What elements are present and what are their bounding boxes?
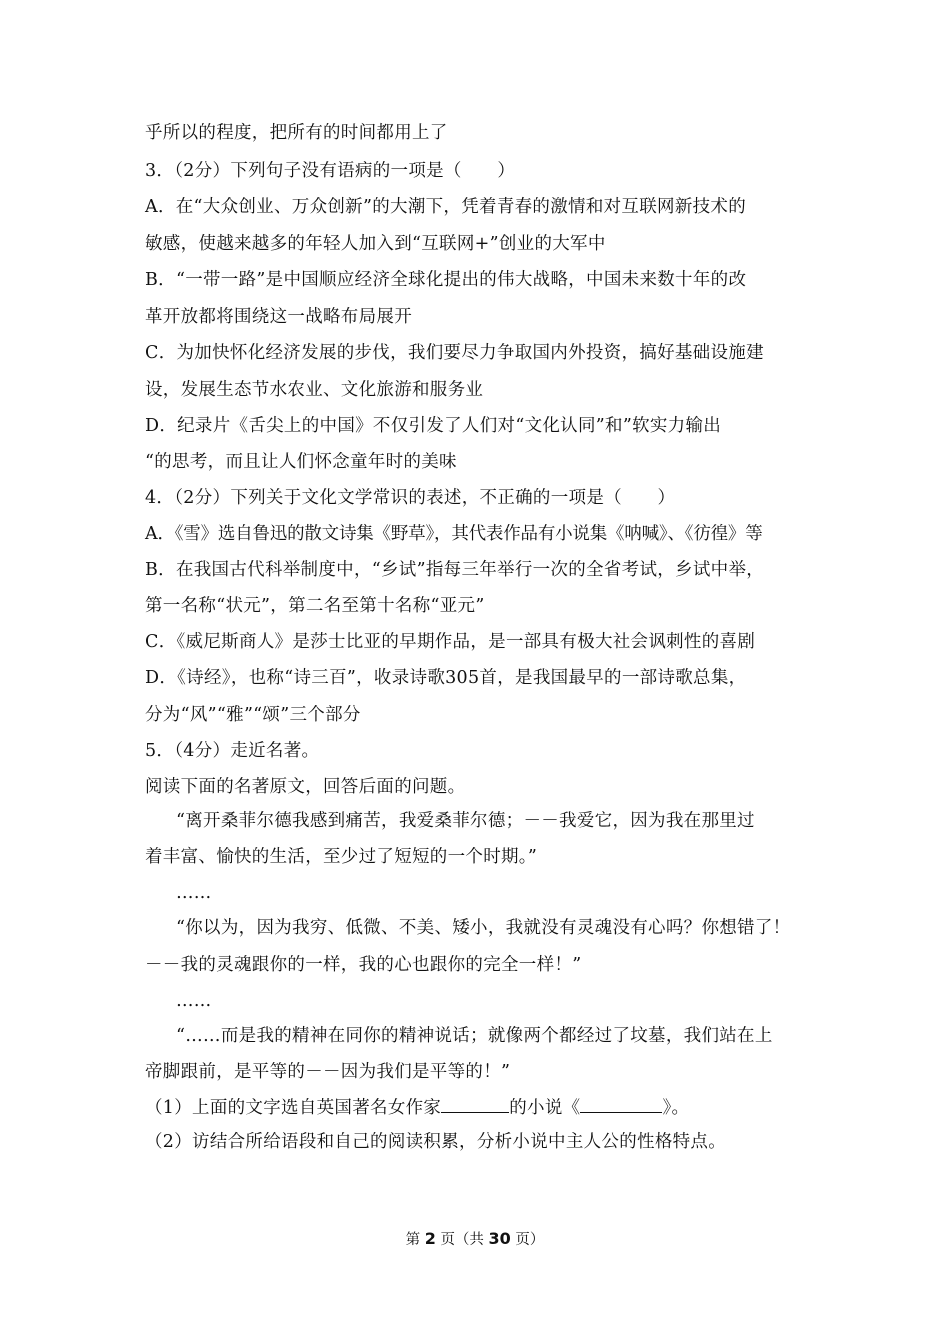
option-c: C．为加快怀化经济发展的步伐，我们要尽力争取国内外投资，搞好基础设施建 bbox=[145, 343, 764, 363]
total-pages: 30 bbox=[488, 1229, 511, 1248]
text-line: 第一名称“状元”，第二名至第十名称“亚元” bbox=[145, 596, 485, 616]
text-line: 乎所以的程度，把所有的时间都用上了 bbox=[145, 123, 448, 143]
page-number: 2 bbox=[424, 1229, 436, 1248]
sub-question-2: （2）访结合所给语段和自己的阅读积累，分析小说中主人公的性格特点。 bbox=[145, 1132, 727, 1152]
text-line: 敏感，使越来越多的年轻人加入到“互联网+”创业的大军中 bbox=[145, 234, 606, 254]
footer-text: 页（共 bbox=[440, 1232, 484, 1248]
text-line: 设，发展生态节水农业、文化旅游和服务业 bbox=[145, 380, 484, 400]
text-line: 分为“风”“雅”“颂”三个部分 bbox=[145, 705, 361, 725]
quote-line: 帝脚跟前，是平等的－－因为我们是平等的！” bbox=[145, 1062, 511, 1082]
sub-question-1-suffix: 》。 bbox=[662, 1098, 690, 1118]
text-line: 革开放都将围绕这一战略布局展开 bbox=[145, 307, 412, 327]
question-5-stem: 5．（4分）走近名著。 bbox=[145, 741, 320, 761]
text-line: “的思考，而且让人们怀念童年时的美味 bbox=[145, 452, 457, 472]
sub-question-1-middle: 的小说《 bbox=[509, 1098, 581, 1118]
quote-line: “你以为，因为我穷、低微、不美、矮小，我就没有灵魂没有心吗？你想错了！ bbox=[176, 918, 791, 938]
footer-text: 页） bbox=[515, 1232, 545, 1248]
footer-text: 第 bbox=[405, 1232, 421, 1248]
option-c: C．《威尼斯商人》是莎士比亚的早期作品，是一部具有极大社会讽刺性的喜剧 bbox=[145, 632, 756, 652]
option-d: D．纪录片《舌尖上的中国》不仅引发了人们对“文化认同”和”软实力输出 bbox=[145, 416, 722, 436]
quote-line: “离开桑菲尔德我感到痛苦，我爱桑菲尔德；－－我爱它，因为我在那里过 bbox=[176, 811, 755, 831]
quote-line: “……而是我的精神在同你的精神说话；就像两个都经过了坟墓，我们站在上 bbox=[176, 1026, 773, 1046]
ellipsis: …… bbox=[176, 991, 212, 1011]
question-4-stem: 4．（2分）下列关于文化文学常识的表述，不正确的一项是（ ） bbox=[145, 488, 676, 508]
author-blank[interactable] bbox=[441, 1096, 509, 1113]
sub-question-1-prefix: （1）上面的文字选自英国著名女作家 bbox=[145, 1098, 442, 1118]
page-footer bbox=[0, 1229, 950, 1250]
ellipsis: …… bbox=[176, 883, 212, 903]
reading-instruction: 阅读下面的名著原文，回答后面的问题。 bbox=[145, 777, 466, 797]
option-d: D．《诗经》，也称“诗三百”，收录诗歌305首，是我国最早的一部诗歌总集， bbox=[145, 668, 747, 688]
quote-line: －－我的灵魂跟你的一样，我的心也跟你的完全一样！” bbox=[145, 955, 582, 975]
quote-line: 着丰富、愉快的生活，至少过了短短的一个时期。” bbox=[145, 847, 538, 867]
option-a: A．《雪》选自鲁迅的散文诗集《野草》，其代表作品有小说集《呐喊》、《彷徨》等 bbox=[145, 524, 763, 544]
option-b: B．“一带一路”是中国顺应经济全球化提出的伟大战略，中国未来数十年的改 bbox=[145, 270, 747, 290]
question-3-stem: 3．（2分）下列句子没有语病的一项是（ ） bbox=[145, 161, 516, 181]
option-b: B．在我国古代科举制度中，“乡试”指每三年举行一次的全省考试，乡试中举， bbox=[145, 560, 765, 580]
sub-question-1 bbox=[145, 1096, 825, 1119]
option-a: A．在“大众创业、万众创新”的大潮下，凭着青春的激情和对互联网新技术的 bbox=[145, 197, 747, 217]
title-blank[interactable] bbox=[580, 1096, 662, 1113]
